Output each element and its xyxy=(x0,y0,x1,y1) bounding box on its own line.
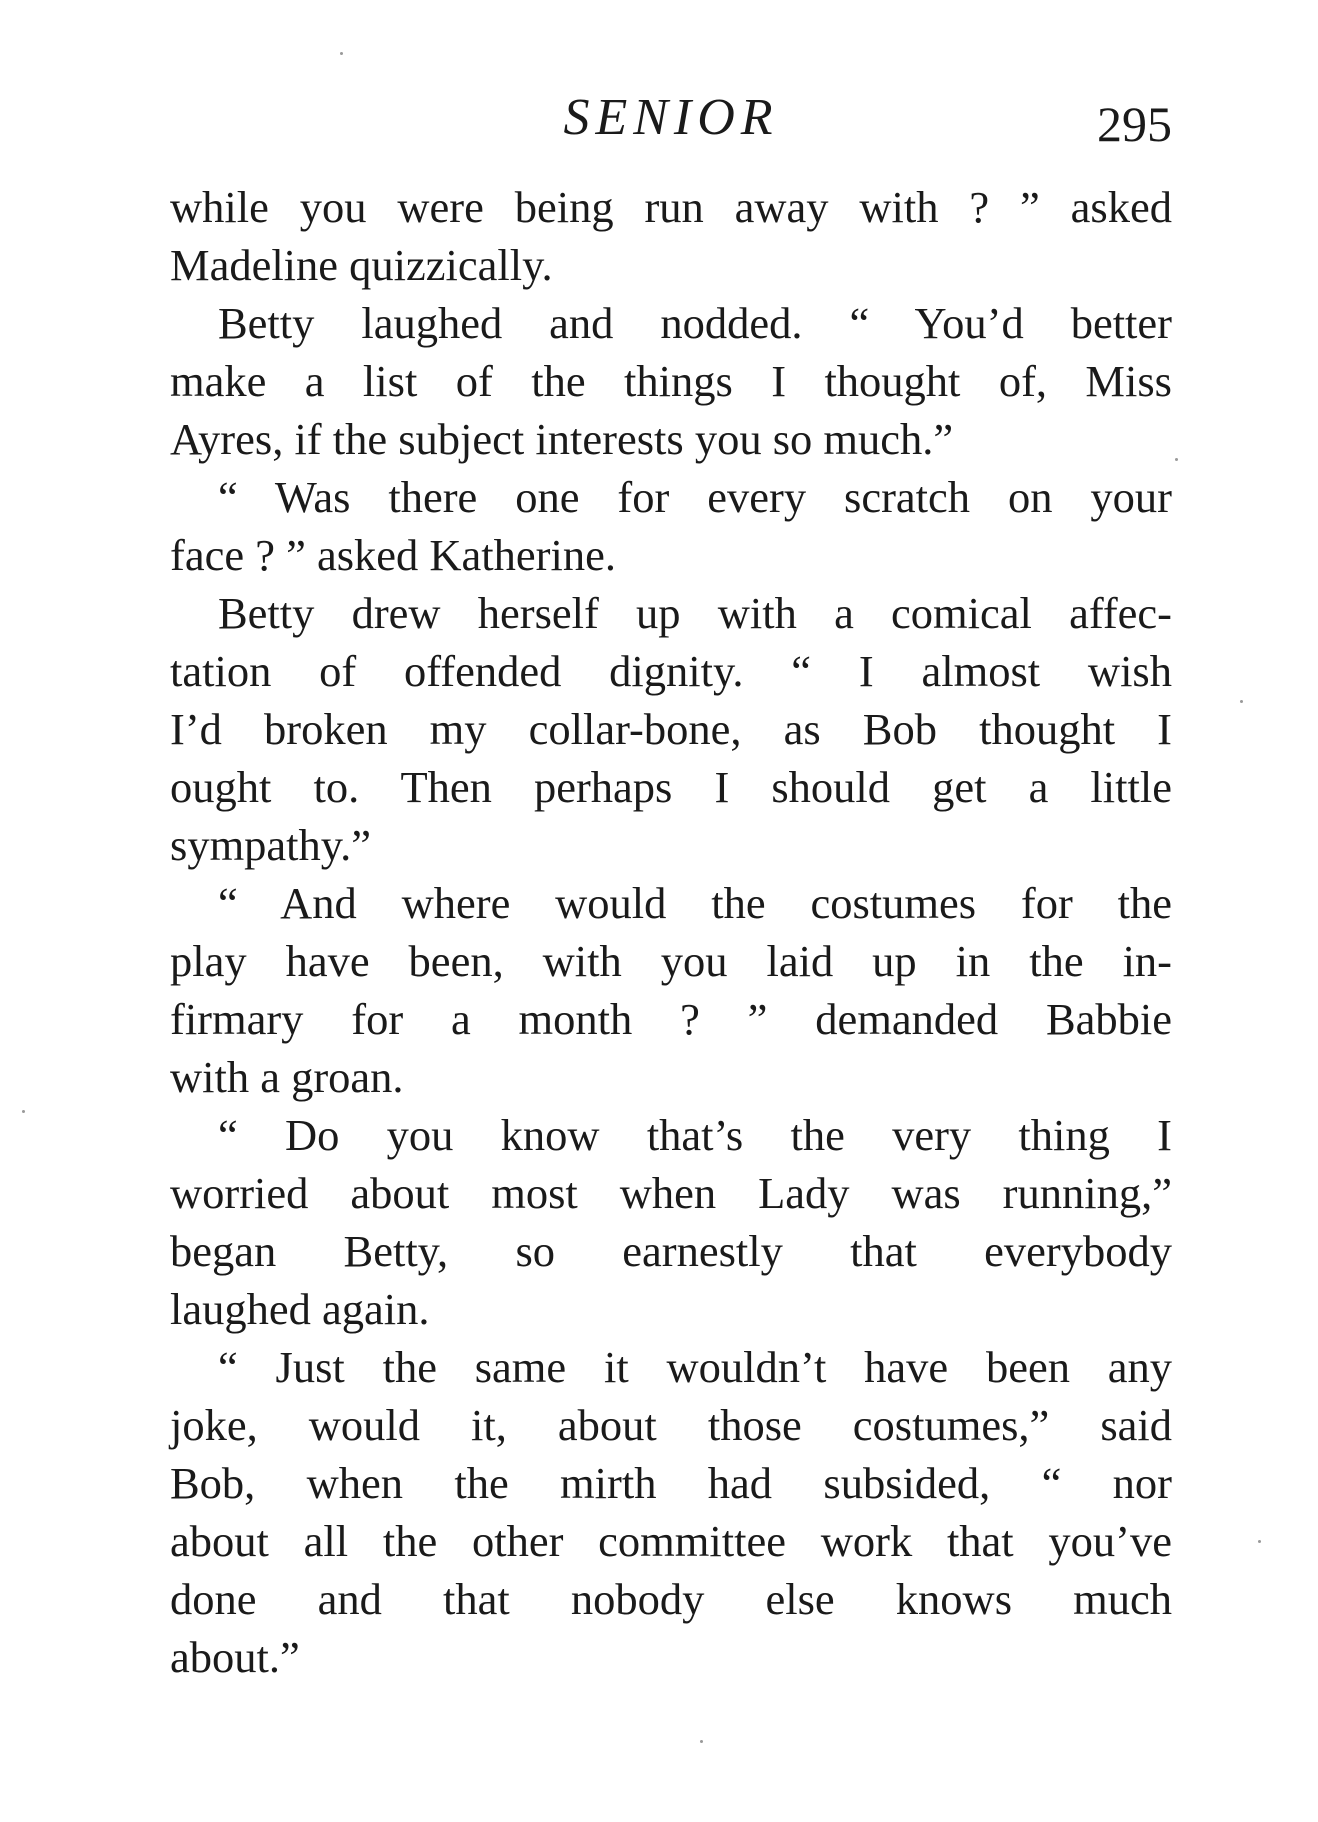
text-line: Bob, when the mirth had subsided, “ nor xyxy=(170,1458,1172,1508)
paper-speck xyxy=(700,1740,703,1743)
text-line: make a list of the things I thought of, Miss xyxy=(170,356,1172,406)
body-text xyxy=(170,178,1172,1686)
text-line: I’d broken my collar-bone, as Bob thought I xyxy=(170,704,1172,754)
text-line: “ Do you know that’s the very thing I xyxy=(218,1110,1172,1160)
text-line: “ Was there one for every scratch on your xyxy=(218,472,1172,522)
text-line: firmary for a month ? ” demanded Babbie xyxy=(170,994,1172,1044)
paper-speck xyxy=(1258,1540,1261,1543)
text-line: while you were being run away with ? ” asked xyxy=(170,182,1172,232)
text-line: ought to. Then perhaps I should get a little xyxy=(170,762,1172,812)
paper-speck xyxy=(1240,700,1243,703)
page-number: 295 xyxy=(1097,96,1172,152)
text-line: tation of offended dignity. “ I almost wish xyxy=(170,646,1172,696)
text-line: face ? ” asked Katherine. xyxy=(170,530,616,580)
text-line: Madeline quizzically. xyxy=(170,240,553,290)
text-line: “ Just the same it wouldn’t have been any xyxy=(218,1342,1172,1392)
text-line: Ayres, if the subject interests you so much.” xyxy=(170,414,954,464)
paper-speck xyxy=(1175,458,1178,461)
text-line: sympathy.” xyxy=(170,820,372,870)
text-line: Betty drew herself up with a comical affec- xyxy=(218,588,1172,638)
text-line: “ And where would the costumes for the xyxy=(218,878,1172,928)
text-line: about all the other committee work that you’ve xyxy=(170,1516,1172,1566)
paper-speck xyxy=(340,52,343,55)
text-line: Betty laughed and nodded. “ You’d better xyxy=(218,298,1172,348)
text-line: done and that nobody else knows much xyxy=(170,1574,1172,1624)
text-line: about.” xyxy=(170,1632,300,1682)
text-line: joke, would it, about those costumes,” said xyxy=(170,1400,1172,1450)
running-head xyxy=(170,78,1172,158)
text-line: play have been, with you laid up in the in- xyxy=(170,936,1172,986)
text-line: worried about most when Lady was running,” xyxy=(170,1168,1172,1218)
paper-speck xyxy=(22,1110,25,1113)
text-line: with a groan. xyxy=(170,1052,404,1102)
text-line: laughed again. xyxy=(170,1284,430,1334)
running-title: SENIOR xyxy=(563,89,779,146)
text-line: began Betty, so earnestly that everybody xyxy=(170,1226,1172,1276)
